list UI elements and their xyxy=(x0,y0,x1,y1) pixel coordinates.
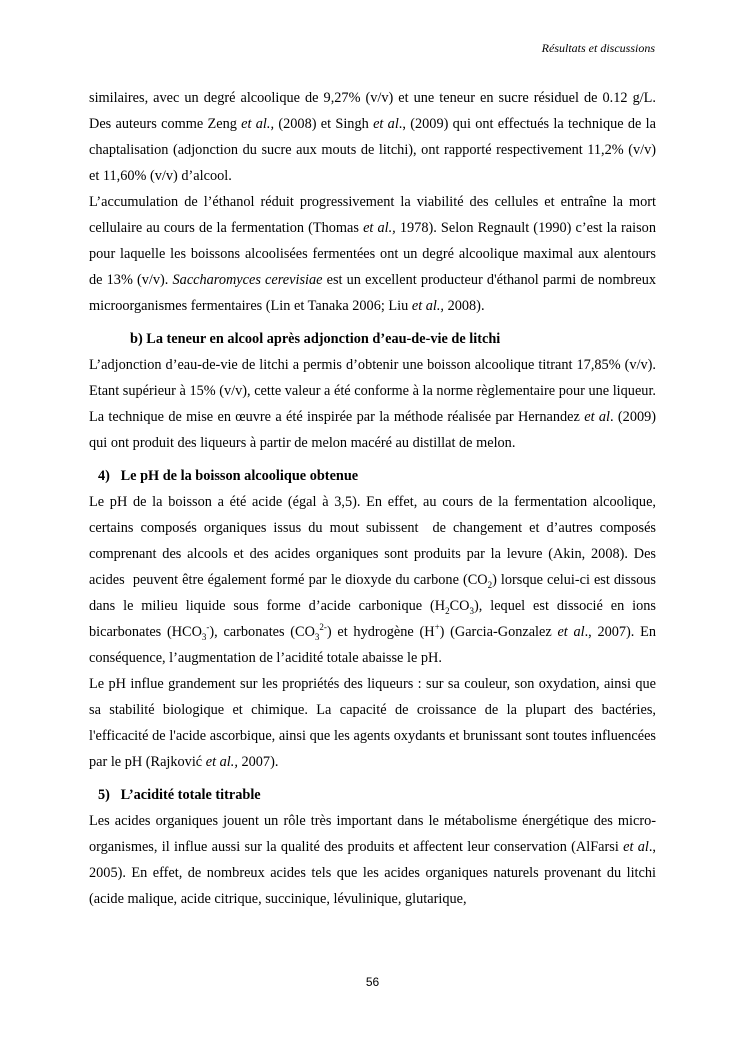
subscript: 3 xyxy=(314,631,320,642)
subscript: 2 xyxy=(487,579,493,590)
section-heading: b) La teneur en alcool après adjonction d’eau-de-vie de litchi xyxy=(130,331,501,347)
text-run: Les acides organiques jouent un rôle très important dans le métabolisme énergétique des micro-organismes, il influe aussi sur la qualité des produits et affectent leur conservation (AlFarsi xyxy=(89,813,656,855)
text-run: ) (Garcia-Gonzalez xyxy=(439,624,558,640)
section-heading: 5) L’acidité totale titrable xyxy=(98,787,261,803)
text-run: ., 2005). En effet, de nombreux acides tels que les acides organiques naturels provenant du litchi (acide malique, acide citrique, succinique, lévulinique, glutarique, xyxy=(89,839,656,907)
section-spacer xyxy=(89,319,656,326)
italic-run: Saccharomyces cerevisiae xyxy=(172,272,323,288)
paragraph xyxy=(89,808,656,912)
text-run: (2008) et Singh xyxy=(274,116,374,132)
paragraph xyxy=(89,489,656,671)
text-run: CO xyxy=(449,598,470,614)
section-heading: 4) Le pH de la boisson alcoolique obtenue xyxy=(98,468,359,484)
italic-run: et al., xyxy=(411,298,445,314)
text-run: ), lequel est dissocié en ions bicarbonates (HCO xyxy=(89,598,656,640)
section-spacer xyxy=(89,775,656,782)
subscript: 3 xyxy=(469,605,474,616)
text-run: ., 2007). En conséquence, l’augmentation de l’acidité totale abaisse le pH. xyxy=(89,624,656,666)
section-spacer xyxy=(89,456,656,463)
subscript: 2 xyxy=(445,605,450,616)
text-run: ., (2009) qui ont effectués la technique de la chaptalisation (adjonction du sucre aux mouts de litchi), ont rapporté respectivement 11,2% (v/v) et 11,60% (v/v) d’alcool. xyxy=(89,116,656,184)
italic-run: et al., xyxy=(363,220,396,236)
paragraph xyxy=(89,352,656,456)
text-run: ) et hydrogène (H xyxy=(326,624,435,640)
italic-run: et al xyxy=(584,409,610,425)
text-run: ), carbonates (CO xyxy=(209,624,315,640)
italic-run: et al xyxy=(373,116,399,132)
text-run: est un excellent producteur d'éthanol parmi de nombreux microorganismes fermentaires (Lin et Tanaka 2006; Liu xyxy=(89,272,656,314)
superscript: - xyxy=(206,622,210,633)
document-body xyxy=(89,85,656,912)
paragraph xyxy=(89,189,656,319)
superscript: 2- xyxy=(319,622,327,633)
paragraph xyxy=(89,671,656,775)
text-run: Le pH de la boisson a été acide (égal à 3,5). En effet, au cours de la fermentation alcoolique, certains composés organiques issus du mout subissent de changement et d’autres composés comprenant des alcools et des acides organiques sont produits par la levure (Akin, 2008). Des acides peuvent être également formé par le dioxyde du carbone (CO xyxy=(89,494,656,588)
text-run: L’adjonction d’eau-de-vie de litchi a permis d’obtenir une boisson alcoolique titrant 17,85% (v/v). Etant supérieur à 15% (v/v), cette valeur a été conforme à la norme règlementaire pour une liqueur. La technique de mise en œuvre a été inspirée par la méthode réalisée par Hernandez xyxy=(89,357,656,425)
italic-run: et al xyxy=(557,624,585,640)
paragraph xyxy=(89,85,656,189)
italic-run: et al., xyxy=(241,116,275,132)
italic-run: et al., xyxy=(205,754,238,770)
running-header: Résultats et discussions xyxy=(541,41,655,55)
text-run: L’accumulation de l’éthanol réduit progressivement la viabilité des cellules et entraîne la mort cellulaire au cours de la fermentation (Thomas xyxy=(89,194,656,236)
text-run: 1978). Selon Regnault (1990) c’est la raison pour laquelle les boissons alcoolisées fermentées ont un degré alcoolique maximal aux alentours de 13% (v/v). xyxy=(89,220,656,288)
text-run: ) lorsque celui-ci est dissous dans le milieu liquide sous forme d’acide carbonique (H xyxy=(89,572,656,614)
text-run: 2008). xyxy=(444,298,485,314)
text-run: . (2009) qui ont produit des liqueurs à partir de melon macéré au distillat de melon. xyxy=(89,409,657,451)
page-number: 56 xyxy=(365,975,380,989)
text-run: 2007). xyxy=(237,754,279,770)
text-run: Le pH influe grandement sur les propriétés des liqueurs : sur sa couleur, son oxydation, ainsi que sa stabilité biologique et chimique. La capacité de croissance de la plupart des bactéries, l'efficacité de l'acide ascorbique, ainsi que les agents oxydants et brunissant sont toutes influencées par le pH (Rajković xyxy=(89,676,656,770)
italic-run: et al xyxy=(623,839,649,855)
superscript: + xyxy=(434,622,440,633)
text-run: similaires, avec un degré alcoolique de 9,27% (v/v) et une teneur en sucre résiduel de 0.12 g/L. Des auteurs comme Zeng xyxy=(89,90,656,132)
subscript: 3 xyxy=(201,631,207,642)
